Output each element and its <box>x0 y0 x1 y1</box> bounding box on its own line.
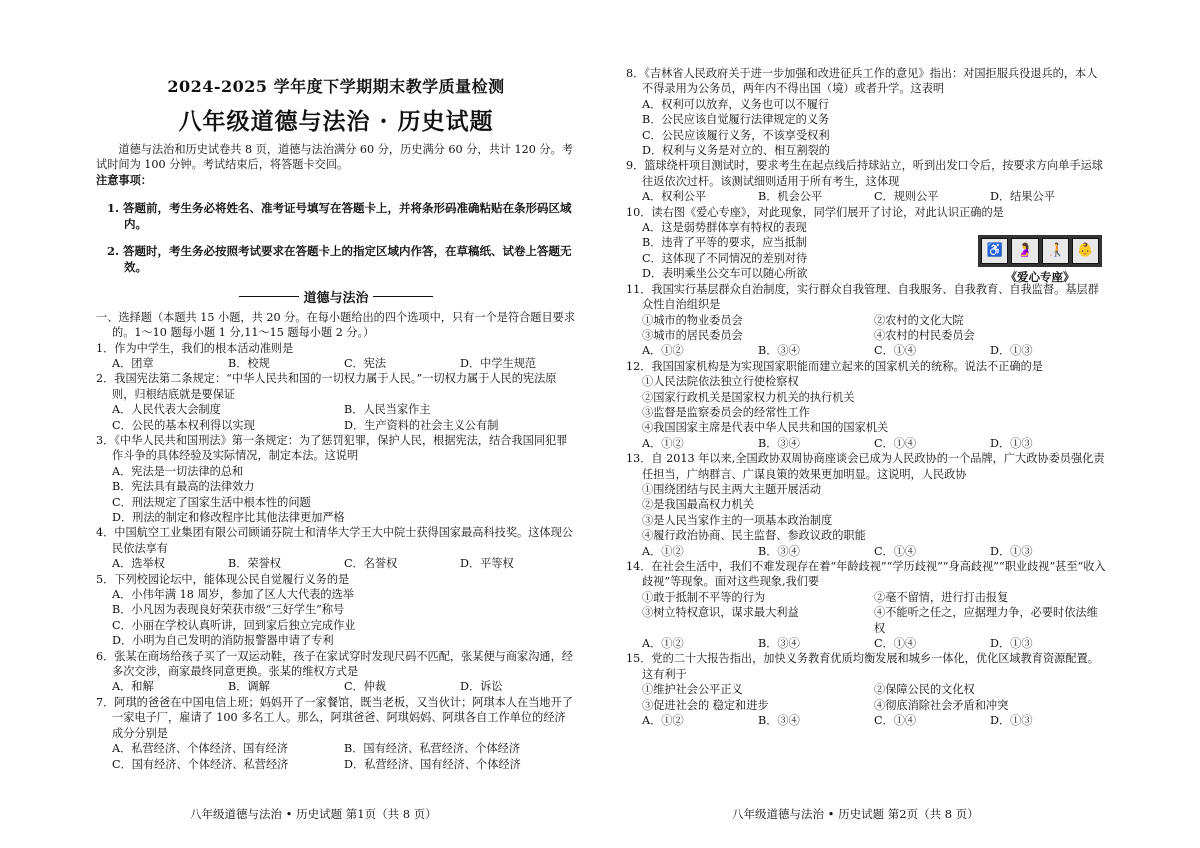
option: C．名誉权 <box>344 557 398 571</box>
option: C．小丽在学校认真听讲，回到家后独立完成作业 <box>112 618 356 632</box>
sub-option: ③监督是监察委员会的经常性工作 <box>642 405 810 419</box>
option: D．刑法的制定和修改程序比其他法律更加严格 <box>112 511 345 524</box>
option: B．荣誉权 <box>228 557 281 571</box>
question <box>626 359 1106 451</box>
question <box>626 451 1106 559</box>
option: D．私营经济、国有经济、个体经济 <box>344 757 521 771</box>
section-heading <box>96 287 576 306</box>
option: C．公民应该履行义务，不该享受权利 <box>642 128 830 142</box>
option-row <box>112 741 576 772</box>
option: B．调解 <box>228 680 270 694</box>
note-item: 1. 答题前，考生务必将姓名、准考证号填写在答题卡上，并将条形码准确粘贴在条形码区域内。 <box>107 200 572 231</box>
option: A．团章 <box>112 356 154 370</box>
option: A．①② <box>642 637 684 651</box>
sub-option: ②是我国最高权力机关 <box>642 498 754 512</box>
question-stem: 15．党的二十大报告指出，加快义务教育优质均衡发展和城乡一体化，优化区域教育资源配置。这有利于 <box>626 652 1099 681</box>
left-page <box>96 72 576 772</box>
sub-option: ②农村的文化大院 <box>874 313 964 327</box>
question-stem: 3．《中华人民共和国刑法》第一条规定：为了惩罚犯罪，保护人民，根据宪法，结合我国同犯罪作斗争的具体经验及实际情况，制定本法。这说明 <box>96 433 568 463</box>
option: D．结果公平 <box>990 190 1055 204</box>
question <box>626 66 1106 158</box>
option: C．规则公平 <box>874 190 939 204</box>
option: D．诉讼 <box>460 680 503 694</box>
sub-options <box>642 590 1106 636</box>
option-row <box>642 636 1106 651</box>
question <box>626 282 1106 359</box>
option-row <box>112 402 576 433</box>
option: A．私营经济、个体经济、国有经济 <box>112 742 288 756</box>
exam-title: 2024-2025 学年度下学期期末教学质量检测 <box>167 77 505 96</box>
question-stem: 2．我国宪法第二条规定：“中华人民共和国的一切权力属于人民。”一切权力属于人民的宪法原则，归根结底就是要保证 <box>96 372 557 401</box>
option: D．①③ <box>990 637 1033 651</box>
option: C．这体现了不同情况的差别对待 <box>642 251 808 265</box>
sub-option: ③促进社会的 稳定和进步 <box>642 698 769 712</box>
option: D．表明乘坐公交车可以随心所欲 <box>642 267 808 281</box>
question <box>96 341 576 372</box>
right-question-list-2 <box>626 282 1106 729</box>
option: B．③④ <box>758 637 800 651</box>
option-row <box>642 713 1106 728</box>
option: B．小凡因为表现良好荣获市级“三好学生”称号 <box>112 603 345 617</box>
option: B．公民应该自觉履行法律规定的义务 <box>642 113 830 127</box>
section-instruction: 一、选择题（本题共 15 小题，共 20 分。在每小题给出的四个选项中，只有一个是符合题目要求的。1～10 题每小题 1 分,11～15 题每小题 2 分。） <box>96 310 576 340</box>
option: A．①② <box>642 714 684 728</box>
option: A．选举权 <box>112 557 165 571</box>
option: A．这是弱势群体享有特权的表现 <box>642 221 807 235</box>
sub-option: ①人民法院依法独立行使检察权 <box>642 375 799 389</box>
question <box>626 559 1106 651</box>
sub-option: ④履行政治协商、民主监督、参政议政的职能 <box>642 529 866 543</box>
option-row <box>112 679 576 694</box>
child-icon: 👶 <box>1072 238 1099 264</box>
option-row <box>112 356 576 371</box>
sub-option: ③城市的居民委员会 <box>642 328 743 342</box>
sub-option: ③是人民当家作主的一项基本政治制度 <box>642 513 833 527</box>
option: C．①④ <box>874 544 917 558</box>
sub-options <box>642 682 1106 713</box>
question <box>96 371 576 433</box>
sub-option: ①维护社会公平正义 <box>642 683 743 697</box>
option-row <box>642 189 1106 204</box>
option: B．人民当家作主 <box>344 403 431 417</box>
left-question-list <box>96 341 576 772</box>
sub-options <box>642 313 1106 344</box>
sub-option: ①围绕团结与民主两大主题开展活动 <box>642 482 822 496</box>
figure-caption: 《爱心专座》 <box>1005 269 1075 284</box>
sub-option: ④彻底消除社会矛盾和冲突 <box>874 698 1009 712</box>
option: A．①② <box>642 544 684 558</box>
option: D．平等权 <box>460 557 514 571</box>
option: B．③④ <box>758 544 800 558</box>
option: B．机会公平 <box>758 190 823 204</box>
sub-option: ②保障公民的文化权 <box>874 683 975 697</box>
question-stem: 11．我国实行基层群众自治制度，实行群众自我管理、自我服务、自我教育、自我监督。基层群众性自治组织是 <box>626 282 1099 312</box>
option: D．权利与义务是对立的、相互割裂的 <box>642 144 830 158</box>
sub-option: ④我国国家主席是代表中华人民共和国的国家机关 <box>642 421 889 435</box>
sub-option: ①城市的物业委员会 <box>642 313 743 327</box>
option: A．人民代表大会制度 <box>112 403 221 417</box>
option: A．①② <box>642 436 684 450</box>
option-row <box>642 544 1106 559</box>
option: D．中学生规范 <box>460 356 537 370</box>
question-stem: 12．我国国家机构是为实现国家职能而建立起来的国家机关的统称。说法不正确的是 <box>626 359 1043 373</box>
question-stem: 1．作为中学生，我们的根本活动准则是 <box>96 341 294 355</box>
elderly-icon: ♿ <box>981 238 1008 264</box>
page-footer-left: 八年级道德与法治 • 历史试题 第1页（共 8 页） <box>190 807 437 821</box>
question <box>626 651 1106 728</box>
option: A．和解 <box>112 680 154 694</box>
option: A．权利公平 <box>642 190 707 204</box>
option: C．国有经济、个体经济、私营经济 <box>112 757 289 771</box>
section-title: 道德与法治 <box>303 290 369 306</box>
question <box>96 525 576 571</box>
question <box>96 649 576 695</box>
question <box>626 158 1106 204</box>
option: D．①③ <box>990 544 1033 558</box>
right-page <box>626 66 1106 728</box>
option: C．①④ <box>874 436 917 450</box>
love-seat-figure <box>978 235 1102 285</box>
question-stem: 7．阿琪的爸爸在中国电信上班；妈妈开了一家餐馆，既当老板，又当伙计；阿琪本人在当地开了一家电子厂，雇请了 100 多名工人。那么，阿琪爸爸、阿琪妈妈、阿琪各自工作单位的经济成分分别是 <box>96 695 573 740</box>
question-stem: 9．篮球绕杆项目测试时，要求考生在起点线后持球站立，听到出发口令后，按要求方向单手运球往返依次过杆。该测试细则适用于所有考生，这体现 <box>626 159 1103 188</box>
question-stem: 14．在社会生活中，我们不难发现存在着“年龄歧视”“学历歧视”“身高歧视”“职业歧视”甚至“收入歧视”等现象。面对这些现象,我们要 <box>626 560 1106 589</box>
option: A．宪法是一切法律的总和 <box>112 464 244 478</box>
question-stem: 10．读右图《爱心专座》，对此现象，同学们展开了讨论，对此认识正确的是 <box>626 205 1004 219</box>
option-row <box>642 436 1106 451</box>
option: D．①③ <box>990 714 1033 728</box>
sub-option: ④不能听之任之，应据理力争，必要时依法维权 <box>874 606 1098 635</box>
option: C．刑法规定了国家生活中根本性的问题 <box>112 495 311 509</box>
divider <box>373 296 433 297</box>
seat-icon-strip <box>978 235 1102 267</box>
sub-option: ②国家行政机关是国家权力机关的执行机关 <box>642 390 855 404</box>
option: C．①④ <box>874 637 917 651</box>
option: C．①④ <box>874 714 917 728</box>
sub-option: ③树立特权意识，谋求最大利益 <box>642 606 799 620</box>
divider <box>239 296 299 297</box>
exam-intro: 道德与法治和历史试卷共 8 页，道德与法治满分 60 分，历史满分 60 分，共计 120 分。考试时间为 100 分钟。考试结束后，将答题卡交回。 <box>96 143 573 172</box>
option: D．小明为自己发明的消防报警器申请了专利 <box>112 634 334 648</box>
notes-label: 注意事项： <box>96 172 152 187</box>
option: A．权利可以放弃，义务也可以不履行 <box>642 97 830 111</box>
sub-option: ①敢于抵制不平等的行为 <box>642 590 766 604</box>
question-stem: 4．中国航空工业集团有限公司顾诵芬院士和清华大学王大中院士获得国家最高科技奖。这体现公民依法享有 <box>96 526 573 555</box>
sub-option: ④农村的村民委员会 <box>874 328 975 342</box>
question-stem: 5．下列校园论坛中，能体现公民自觉履行义务的是 <box>96 572 350 586</box>
right-question-list <box>626 66 1106 205</box>
option: B．违背了平等的要求，应当抵制 <box>642 236 807 250</box>
question <box>96 433 576 525</box>
option: A．小伟年满 18 周岁，参加了区人大代表的选举 <box>112 588 354 602</box>
pregnant-icon: 🤰 <box>1011 238 1038 264</box>
option: B．③④ <box>758 436 800 450</box>
question-stem: 13．自 2013 年以来,全国政协双周协商座谈会已成为人民政协的一个品牌，广大政协委员强化责任担当，广纳群言、广谋良策的效果更加明显。这说明，人民政协 <box>626 452 1105 481</box>
option: B．③④ <box>758 714 800 728</box>
option: A．①② <box>642 344 684 358</box>
option: B．③④ <box>758 344 800 358</box>
page-footer-right: 八年级道德与法治 • 历史试题 第2页（共 8 页） <box>732 807 979 821</box>
option: D．①③ <box>990 436 1033 450</box>
option: C．公民的基本权利得以实现 <box>112 418 255 432</box>
question <box>96 695 576 772</box>
option: C．宪法 <box>344 356 387 370</box>
sub-option: ②毫不留情，进行打击报复 <box>874 590 1009 604</box>
option: C．仲裁 <box>344 680 387 694</box>
option-row <box>642 343 1106 358</box>
option: B．国有经济、私营经济、个体经济 <box>344 742 521 756</box>
option: D．生产资料的社会主义公有制 <box>344 418 499 432</box>
disabled-icon: 🧑‍🦯 <box>1042 238 1069 264</box>
note-item: 2. 答题时，考生务必按照考试要求在答题卡上的指定区域内作答，在草稿纸、试卷上答题无效。 <box>107 244 572 275</box>
option: B．校规 <box>228 356 270 370</box>
option-row <box>112 556 576 571</box>
exam-subtitle: 八年级道德与法治 · 历史试题 <box>178 108 494 135</box>
option: C．①④ <box>874 344 917 358</box>
option: B．宪法具有最高的法律效力 <box>112 480 255 494</box>
question-stem: 6．张某在商场给孩子买了一双运动鞋，孩子在家试穿时发现尺码不匹配，张某便与商家沟通，经多次交涉，商家最终同意更换。张某的维权方式是 <box>96 649 573 679</box>
option: D．①③ <box>990 344 1033 358</box>
question-10 <box>626 205 1106 282</box>
question-stem: 8．《吉林省人民政府关于进一步加强和改进征兵工作的意见》指出：对国拒服兵役退兵的，本人不得录用为公务员，两年内不得出国（境）或者升学。这表明 <box>626 67 1098 96</box>
question <box>96 572 576 649</box>
